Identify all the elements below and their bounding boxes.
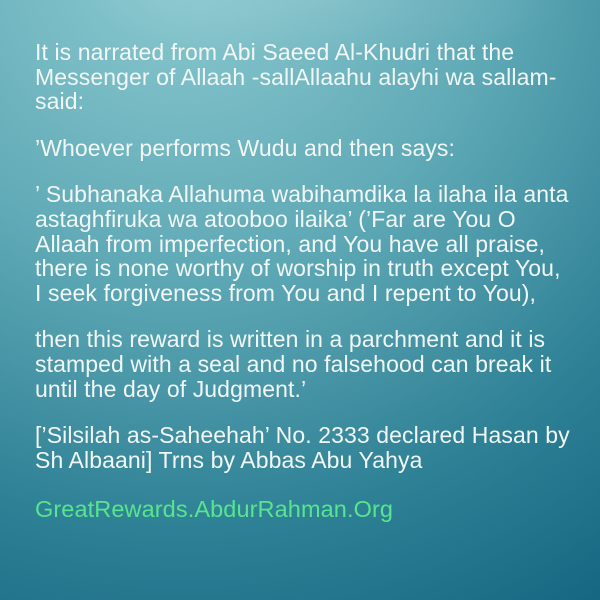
dua-transliteration-translation-text: ’ Subhanaka Allahuma wabihamdika la ilaha ila anta astaghfiruka wa atooboo ilaika’ (’Far are You O Allaah from imperfection, and You have all praise, there is none worthy of worship in truth except You, I seek forgiveness from You and I repent to You), [35,181,569,306]
hadith-opening-text: ’Whoever performs Wudu and then says: [35,134,456,161]
hadith-reward-text: then this reward is written in a parchment and it is stamped with a seal and no falsehood can break it until the day of Judgment.’ [35,326,552,402]
narration-intro-text: It is narrated from Abi Saeed Al-Khudri that the Messenger of Allaah -sallAllaahu alayhi wa sallam- said: [35,39,557,115]
source-reference-text: [’Silsilah as-Saheehah’ No. 2333 declared Hasan by Sh Albaani] Trns by Abbas Abu Yahya [35,422,570,473]
website-link[interactable]: GreatRewards.AbdurRahman.Org [35,495,394,522]
